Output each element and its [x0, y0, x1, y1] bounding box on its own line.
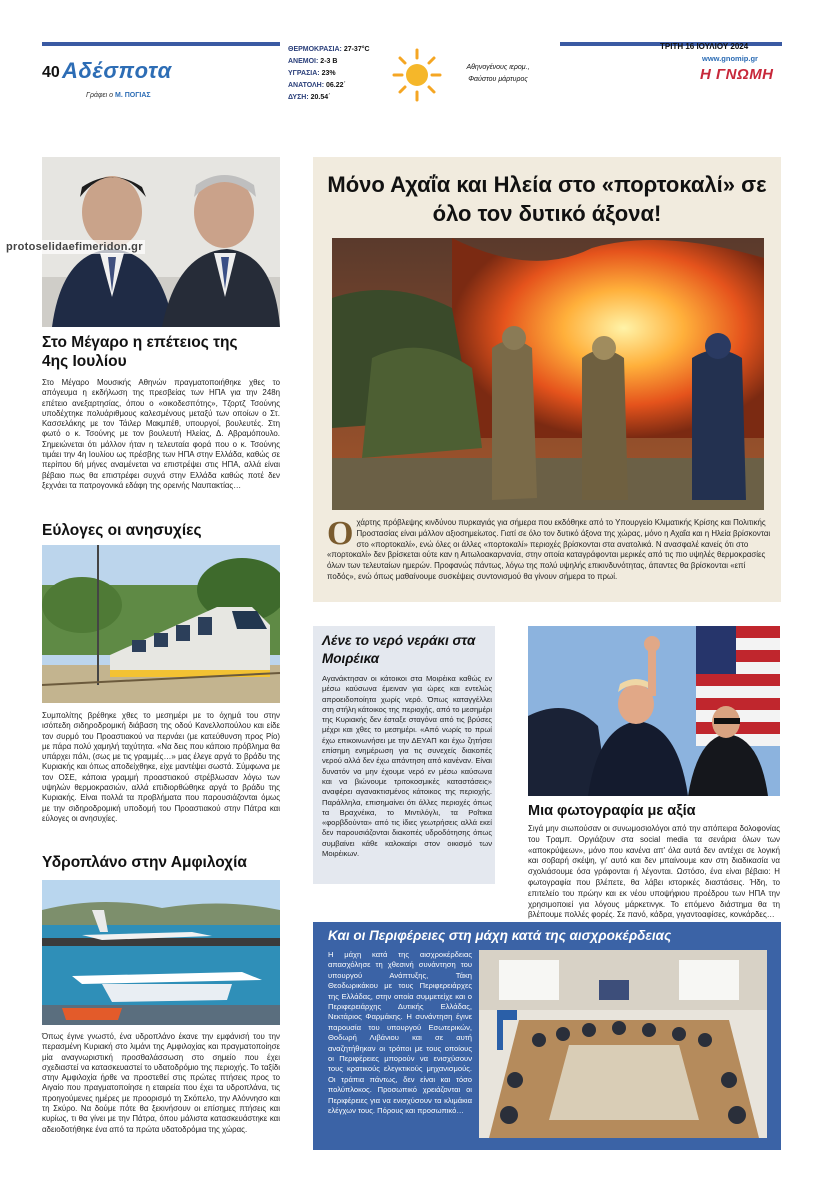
dropcap: Ο — [327, 515, 354, 552]
body-perifereies: Η μάχη κατά της αισχροκέρδειας απασχόλησε τη χθεσινή συνάντηση του υπουργού Ανάπτυξης, Τάκη Θεοδωρικάκου με τους Περιφερειάρχες της Ελλάδας, στην οποία συμμετείχε και ο Περιφερειάρχης Δυτικής Ελλάδας, Νεκτάριος Φαρμάκης. Η συνάντηση έγινε παρουσία του υπουργού Εσωτερικών, Θοδωρή Λιβάνιου και σε αυτή αναζητήθηκαν οι τρόποι με τους οποίους οι Περιφέρειες μπορούν να ενισχύσουν τους κρατικούς ελεγκτικούς μηχανισμούς. Οι τράπια πάντως, δεν είναι και τόσο πολύπλοκος. Προσωπικό χρειάζονται οι Περιφέρειες για να ενισχύσουν τα κλιμάκια ελέγχων τους. Πόρους και προσωπικό… — [328, 950, 472, 1116]
site-url[interactable]: www.gnomip.gr — [702, 54, 758, 63]
headline-ydroplano: Υδροπλάνο στην Αμφιλοχία — [42, 854, 247, 871]
weather-row: ΑΝΑΤΟΛΗ: 06.22΄ — [288, 82, 346, 89]
body-eulogoi: Συμπολίτης βρέθηκε χθες το μεσημέρι με το όχημά του στην ισόπεδη σιδηροδρομική διάβαση της οδού Κανελλοπούλου και είδε τον συρμό του Προαστιακού να περνάει (με κατεύθυνση προς Ρίο) με πάρα πολύ χαμηλή ταχύτητα. «Να δεις που κάποιο πρόβλημα θα υπάρχει πάλι, (σως με τις γραμμές…» μας έλεγε αργά το βράδυ της Κυριακής και όπως αποδείχθηκε, είχε μαντέψει σωστά. Σύμφωνα με τον ΟΣΕ, κάποια γραμμή προαστιακού στρέβλωσαν λόγω των υψηλών θερμοκρασιών, αλλά επιδιορθώθηκε αργά το βράδυ της Κυριακής. Είναι πολλά τα προβλήματα που παρουσιάζονται όμως με την σιδηροδρομική υποδομή του Προαστιακού στην Πάτρα και εύλογες οι ανησυχίες. — [42, 711, 280, 823]
meeting-photo — [479, 950, 767, 1138]
headline-fire: Μόνο Αχαΐα και Ηλεία στο «πορτοκαλί» σε όλο τον δυτικό άξονα! — [327, 172, 767, 226]
headline-perifereies: Και οι Περιφέρειες στη μάχη κατά της αισχροκέρδειας — [328, 928, 672, 943]
weather-row: ΥΓΡΑΣΙΑ: 23% — [288, 70, 336, 77]
seaplane-photo — [42, 880, 280, 1025]
body-ydroplano: Όπως έγινε γνωστό, ένα υδροπλάνο έκανε την εμφάνισή του την περασμένη Κυριακή στο λιμάνι της Αμφιλοχίας και πραγματοποίησε μία αναγνωριστική προσθαλάσσωση στο σημείο που έχει σχεδιαστεί να κατασκευαστεί το υδατοδρόμιο της περιοχής. Το ταξίδι στην Αμφιλοχία ήρθε να προστεθεί στις πρώτες πτήσεις προς το Αιγαίο που πραγματοποίησε η εταιρεία που έχει τα υδροπλάνα, τις προηγούμενες ημέρες με προορισμό τη Σκόπελο, την Αλόννησο και τη Σκύρο. Να δούμε πότε θα ξεκινήσουν οι επίσημες πτήσεις και κυρίως, τι θα γίνει με την Πάτρα, όπου μάλιστα κατασκευάστηκε και αδειοδοτήθηκε ένα από τα πρώτα υδατοδρόμια της χώρας. — [42, 1032, 280, 1134]
body-moireika: Αγανάκτησαν οι κάτοικοι στα Μοιρέικα καθώς εν μέσω καύσωνα έμειναν για ώρες και εντελώς απροειδοποίητα χωρίς νερό. Όπως καταγγέλλει στη στήλη κάτοικος της περιοχής, από το μεσημέρι της Κυριακής δεν έσταξε σταγόνα από τις βρύσες μέχρι και χθες το μεσημέρι. «Από νωρίς το πρωί έχω επικοινωνήσει με την ΔΕΥΑΠ και έχω ζητήσει επίσημη ενημέρωση για τις συνεχείς διακοπές νερού αλλά δεν έχω απάντηση από κανέναν. Είναι δυνατόν να μην έχουμε νερό εν μέσω καύσωνα και να βιώνουμε τριτοκοσμικές καταστάσεις» αναφέρει αγανακτισμένος κάτοικος της περιοχής. Παράλληλα, επισημαίνει ότι άλλες περιοχές όπως τα Βραχνέικα, το Μιντιλόγλι, τα Ροΐτικα «φορβδούντα» από τις ίδιες γεωτρήσεις αλλά εκεί δεν παρουσιάζονται διακοπές υδροδότησης όπως συμβαίνει κάθε καλοκαίρι στον οικισμό των Μοιρέικων. — [322, 674, 493, 859]
byline: Γράφει ο Μ. ΠΟΓΙΑΣ — [86, 92, 151, 99]
headline-megaro: Στο Μέγαρο η επέτειος της 4ης Ιουλίου — [42, 334, 238, 370]
body-fire: Οχάρτης πρόβλεψης κινδύνου πυρκαγιάς για σήμερα που εκδόθηκε από το Υπουργείο Κλιματικής Κρίσης και Πολιτικής Προστασίας είναι μάλλον αξιοσημείωτος. Γιατί σε όλο τον δυτικό άξονα της χώρας, μόνο η Αχαΐα και η Ηλεία βρίσκονται στο «πορτοκαλί», ενώ όλες οι άλλες «πορτοκαλί» περιοχές βρίσκονται στα ανατολικά. Ν ανασφαλέ κανείς ότι στο «πορτοκαλί» δεν βρίσκεται ούτε καν η Αιτωλοακαρνανία, στην οποία καταγράφονται μερικές από τις πιο υψηλές θερμοκρασίες όλων των τελευταίων ημερών. Προφανώς πάντως, λόγω της πολύ υψηλής επικινδυνότητας, άπαντες θα βρίσκονται «επί ποδός», ενώ όπως μαθαίνουμε συσκέψεις συντονισμού θα γίνουν σήμερα το πρωί. — [327, 515, 771, 581]
header-rule-left — [42, 42, 280, 46]
section-title: Αδέσποτα — [62, 58, 172, 83]
weather-row: ΘΕΡΜΟΚΡΑΣΙΑ: 27-37°C — [288, 46, 370, 53]
body-photo: Σιγά μην σιωπούσαν οι συνωμοσιολόγοι από την απόπειρα δολοφονίας του Τραμπ. Οργιάζουν στα social media τα σενάρια όλων των «αποκρύψεων», μόνο που κανένα απ' όλα αυτά δεν αντέχει σε λογική και σοβαρή σκέψη, γι' αυτό και δεν μπαίνουμε καν στη διαδικασία να σχολιάσουμε όσα γράφονται ή λέγονται. Ωστόσο, ένα είναι βέβαιο: Η φωτογραφία που βλέπετε, θα λάβει ιστορικές διαστάσεις. Ήδη, το επιτελείο του πρώην και εκ νέου υποψήφιου προέδρου των ΗΠΑ την χρησιμοποιεί για λόγους μάρκετινγκ. Το επόμενο διάστημα θα τη βλέπουμε πολλές φορές. Σε πανό, κάδρα, γιγαντοαφίσες, κονκάρδες… — [528, 824, 780, 920]
weather-box — [288, 44, 370, 104]
sun-icon — [386, 46, 448, 104]
rally-photo — [528, 626, 780, 796]
watermark: protoselidaefimeridon.gr — [6, 241, 143, 253]
headline-eulogoi: Εύλογες οι ανησυχίες — [42, 522, 202, 539]
weather-row: ΔΥΣΗ: 20.54΄ — [288, 94, 331, 101]
train-photo — [42, 545, 280, 703]
issue-date: ΤΡΙΤΗ 16 ΙΟΥΛΙΟΥ 2024 — [660, 42, 749, 51]
headline-moireika: Λένε το νερό νεράκι στα Μοιρέικα — [322, 633, 476, 666]
weather-row: ΑΝΕΜΟΙ: 2-3 Β — [288, 58, 338, 65]
newspaper-logo: Η ΓΝΩΜΗ — [700, 66, 774, 83]
page-number: 40 — [42, 64, 60, 81]
wildfire-photo — [332, 238, 764, 510]
headline-photo: Μια φωτογραφία με αξία — [528, 803, 696, 819]
body-megaro: Στο Μέγαρο Μουσικής Αθηνών πραγματοποιήθηκε χθες το απόγευμα η εκδήλωση της πρεσβείας των ΗΠΑ για την 248η επέτειο ανεξαρτησίας, όπου ο «οικοδεσπότης», Τζορτζ Τσούνης υποδέχτηκε πολυάριθμους καλεσμένους μεταξύ των οποίων ο Στ. Κασσελάκης με τον Τάιλερ Μακμπέθ, υπουργοί, βουλευτές. Στη φωτό ο κ. Τσούνης με τον βουλευτή Ηλείας, Δ. Αβραμόπουλο. Σημειώνεται ότι μάλλον ήταν η τελευταία φορά που ο κ. Τσούνης τιμάει την 4η Ιουλίου ως πρέσβης των ΗΠΑ στην Ελλάδα, καθώς σε περίπου 6ή μήνες αναμένεται να επιστρέψει στις ΗΠΑ, αλλά είναι βέβαιο πως θα επιστρέφει συχνά στην Ελλάδα καθώς ποτέ δεν ξεχνάει τα πατρογονικά εδάφη της ορεινής Ναυπακτίας… — [42, 378, 280, 490]
saints-of-day: Αθηνογένους ιερομ., Φαύστου μάρτυρος — [466, 64, 530, 83]
